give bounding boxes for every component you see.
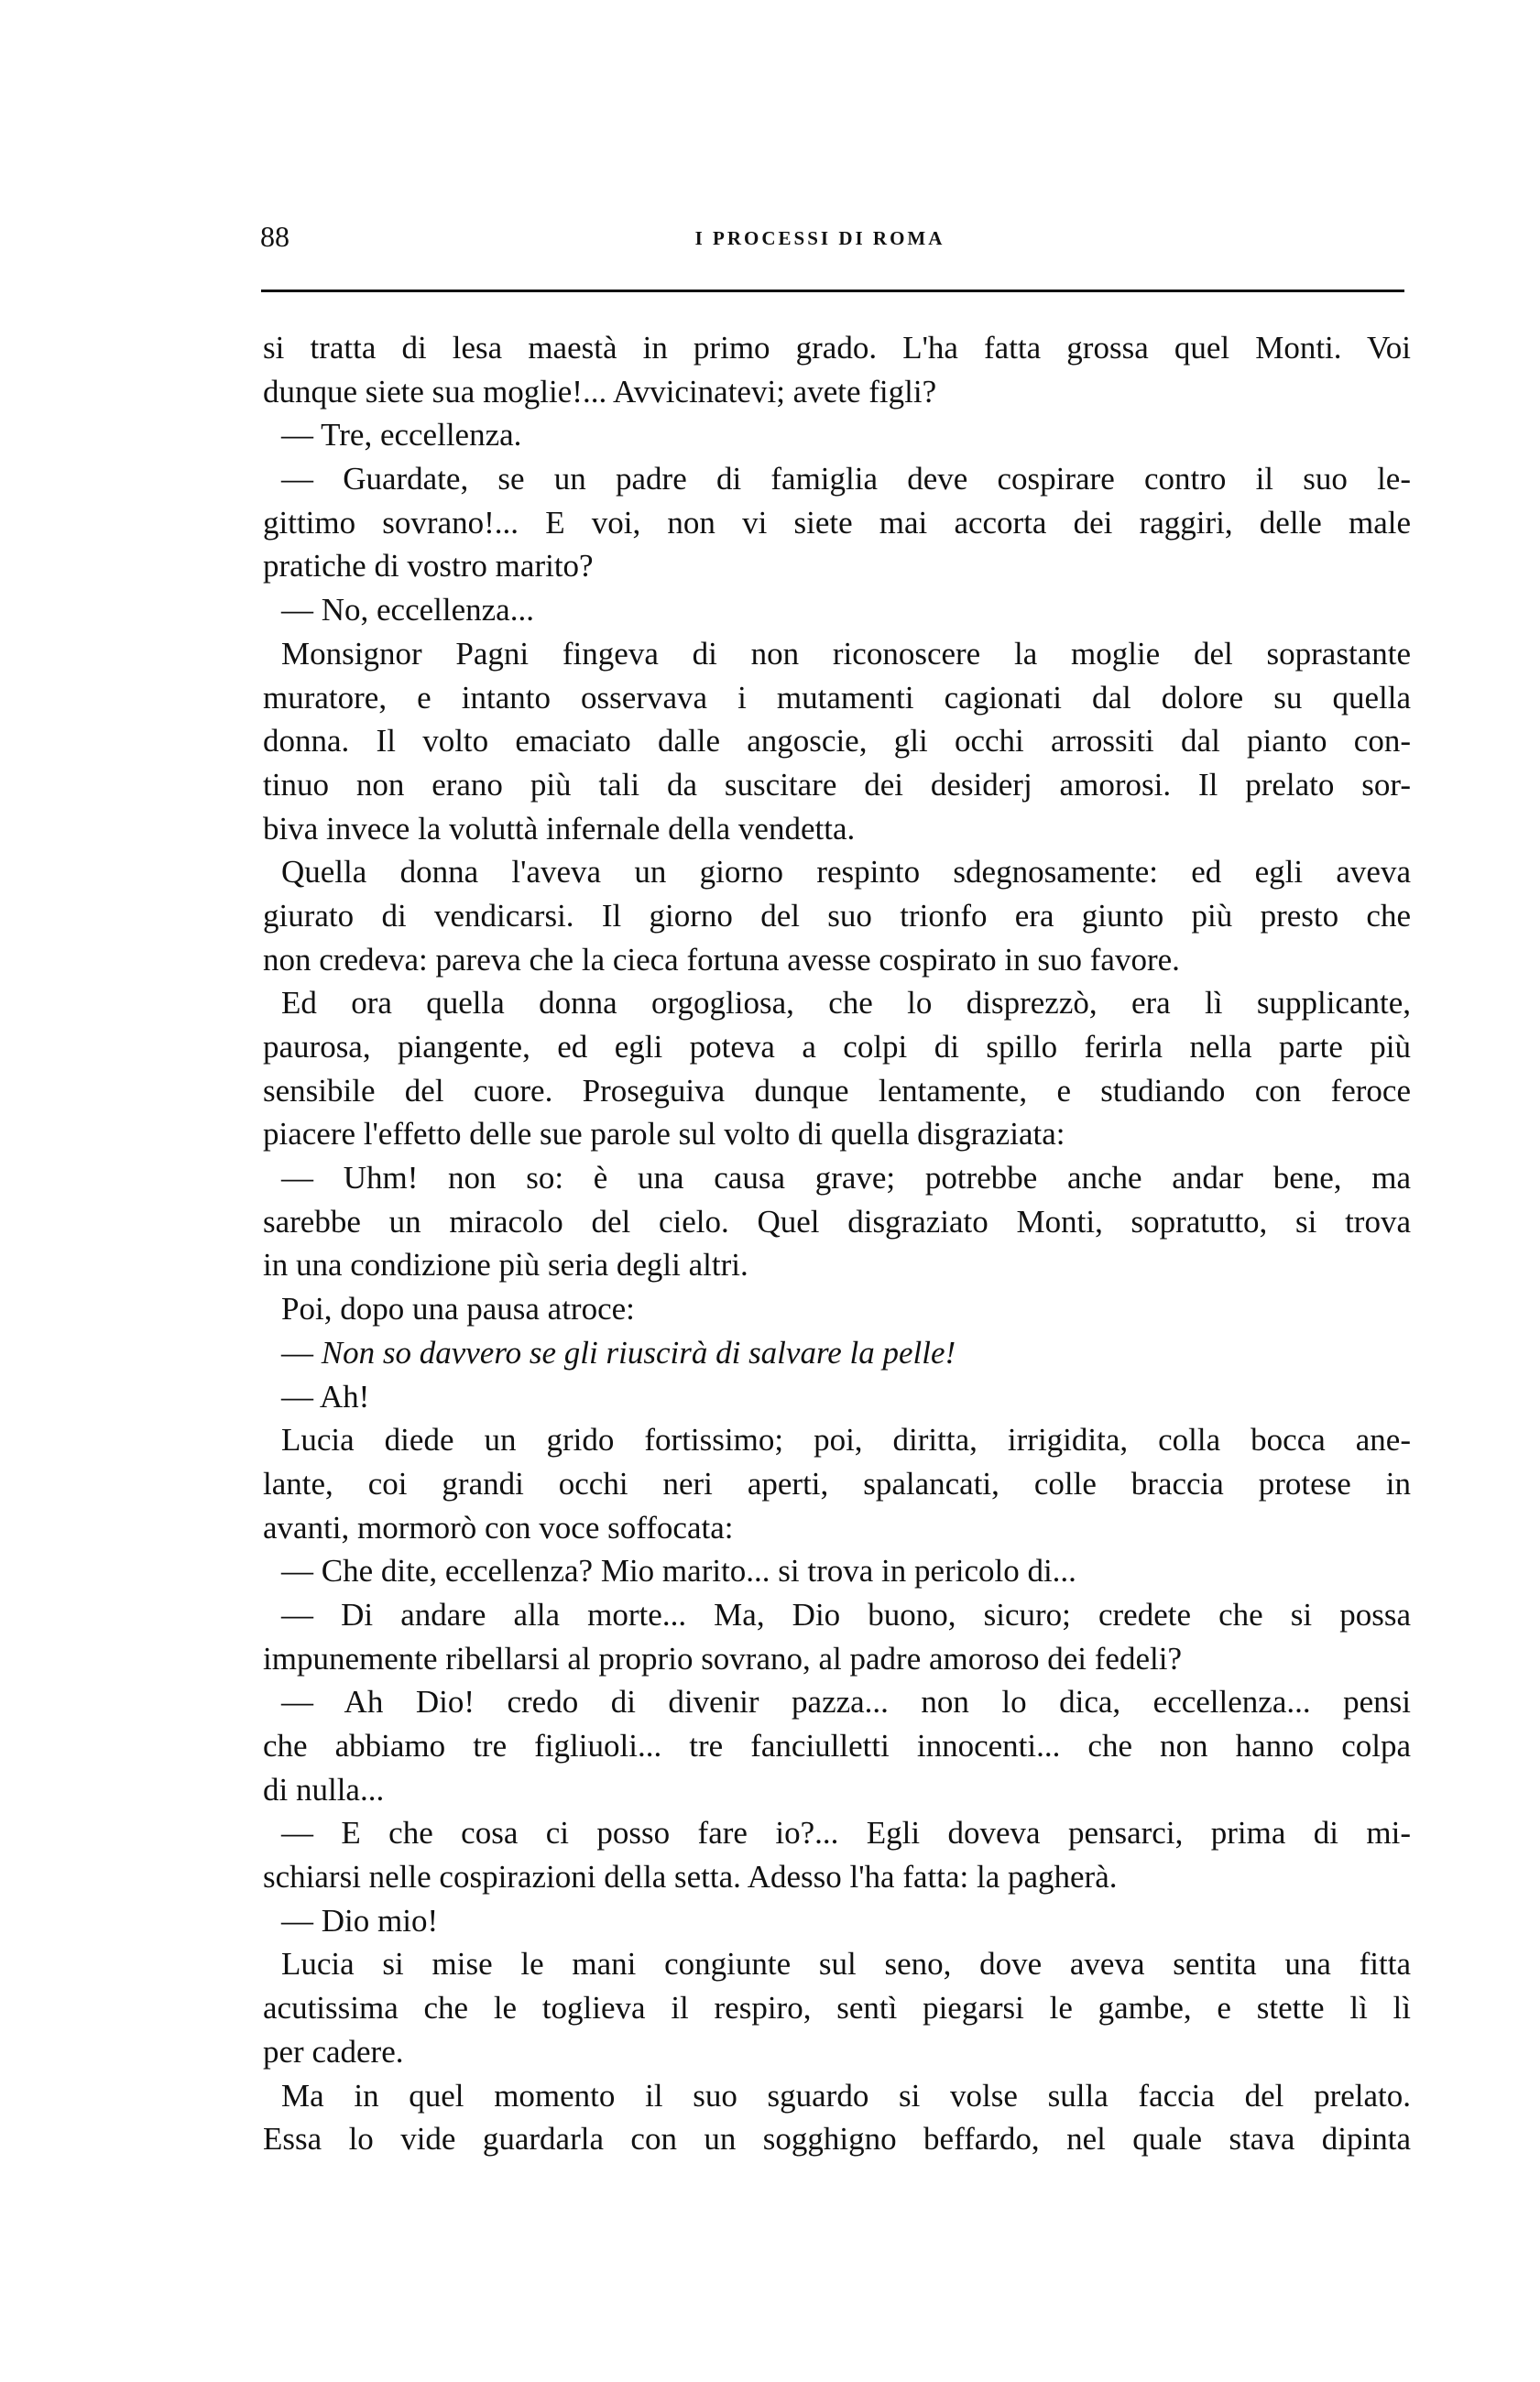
text-line	[263, 2117, 1411, 2161]
text-line-content: che abbiamo tre figliuoli... tre fanciulletti innocenti... che non hanno colpa	[263, 1728, 1411, 1764]
text-line	[263, 1418, 1411, 1462]
text-line	[263, 1593, 1411, 1637]
text-line-content: — Guardate, se un padre di famiglia deve cospirare contro il suo le-	[281, 461, 1411, 497]
text-line-content: piacere l'effetto delle sue parole sul volto di quella disgraziata:	[263, 1116, 1065, 1153]
text-line	[263, 1986, 1411, 2030]
text-line-content: Poi, dopo una pausa atroce:	[281, 1291, 635, 1328]
text-line	[263, 676, 1411, 720]
text-line	[263, 1331, 1411, 1375]
text-line	[263, 807, 1411, 851]
text-line	[263, 894, 1411, 938]
text-line-content: — Di andare alla morte... Ma, Dio buono, sicuro; credete che si possa	[281, 1596, 1411, 1633]
text-line-content: per cadere.	[263, 2033, 404, 2070]
text-line-content: Lucia diede un grido fortissimo; poi, diritta, irrigidita, colla bocca ane-	[281, 1422, 1411, 1459]
text-line-content: —	[281, 1334, 322, 1371]
text-line-content: Essa lo vide guardarla con un sogghigno beffardo, nel quale stava dipinta	[263, 2121, 1411, 2158]
text-line-content: muratore, e intanto osservava i mutamenti cagionati dal dolore su quella	[263, 679, 1411, 716]
text-line	[263, 2030, 1411, 2074]
text-line-content: Quella donna l'aveva un giorno respinto sdegnosamente: ed egli aveva	[281, 854, 1411, 891]
text-line	[263, 1243, 1411, 1287]
text-line	[263, 1200, 1411, 1244]
text-line	[263, 1462, 1411, 1506]
text-line-content: — No, eccellenza...	[281, 592, 534, 628]
text-line	[263, 1680, 1411, 1724]
text-line	[263, 1506, 1411, 1550]
text-line-content: — E che cosa ci posso fare io?... Egli doveva pensarci, prima di mi-	[281, 1815, 1411, 1852]
running-title: I PROCESSI DI ROMA	[694, 227, 945, 249]
text-line-content: avanti, mormorò con voce soffocata:	[263, 1509, 734, 1546]
text-line-content: Lucia si mise le mani congiunte sul seno, dove aveva sentita una fitta	[281, 1946, 1411, 1983]
text-line-content: acutissima che le toglieva il respiro, sentì piegarsi le gambe, e stette lì lì	[263, 1990, 1411, 2027]
text-line-content: si tratta di lesa maestà in primo grado. L'ha fatta grossa quel Monti. Voi	[263, 330, 1411, 366]
text-line-content: dunque siete sua moglie!... Avvicinatevi; avete figli?	[263, 373, 937, 410]
text-line	[263, 457, 1411, 501]
text-line	[263, 1637, 1411, 1681]
text-line-content: Monsignor Pagni fingeva di non riconoscere la moglie del soprastante	[281, 635, 1411, 672]
text-line	[263, 1768, 1411, 1812]
text-line	[263, 588, 1411, 632]
text-line-content: non credeva: pareva che la cieca fortuna avesse cospirato in suo favore.	[263, 941, 1180, 978]
text-line-content: sarebbe un miracolo del cielo. Quel disgraziato Monti, sopratutto, si trova	[263, 1203, 1411, 1240]
text-line	[263, 1549, 1411, 1593]
page-number: 88	[260, 220, 289, 253]
text-line-content: lante, coi grandi occhi neri aperti, spalancati, colle braccia protese in	[263, 1465, 1411, 1502]
text-line	[263, 1025, 1411, 1069]
text-line	[263, 632, 1411, 676]
text-line-content: — Ah Dio! credo di divenir pazza... non lo dica, eccellenza... pensi	[281, 1684, 1411, 1721]
text-line	[263, 850, 1411, 894]
text-line-content: — Dio mio!	[281, 1902, 439, 1939]
italic-text: Non so davvero se gli riuscirà di salvare la pelle!	[321, 1334, 956, 1371]
text-line-content: donna. Il volto emaciato dalle angoscie, gli occhi arrossiti dal pianto con-	[263, 723, 1411, 759]
text-line	[263, 1375, 1411, 1419]
text-line-content: — Tre, eccellenza.	[281, 417, 522, 453]
text-line-content: — Che dite, eccellenza? Mio marito... si trova in pericolo di...	[281, 1553, 1076, 1590]
text-line-content: — Uhm! non so: è una causa grave; potrebbe anche andar bene, ma	[281, 1160, 1411, 1196]
text-line	[263, 1811, 1411, 1855]
text-line	[263, 1855, 1411, 1899]
text-line	[263, 1942, 1411, 1986]
body-text	[263, 326, 1411, 2161]
text-line-content: di nulla...	[263, 1771, 385, 1808]
text-line	[263, 1156, 1411, 1200]
text-line-content: Ma in quel momento il suo sguardo si volse sulla faccia del prelato.	[281, 2077, 1411, 2114]
text-line	[263, 370, 1411, 414]
text-line-content: biva invece la voluttà infernale della vendetta.	[263, 810, 856, 847]
text-line-content: — Ah!	[281, 1378, 370, 1415]
text-line-content: giurato di vendicarsi. Il giorno del suo trionfo era giunto più presto che	[263, 897, 1411, 934]
text-line	[263, 1899, 1411, 1943]
text-line	[263, 719, 1411, 763]
text-line	[263, 1724, 1411, 1768]
text-line-content: pratiche di vostro marito?	[263, 548, 594, 585]
text-line-content: impunemente ribellarsi al proprio sovrano, al padre amoroso dei fedeli?	[263, 1640, 1182, 1677]
text-line-content: paurosa, piangente, ed egli poteva a colpi di spillo ferirla nella parte più	[263, 1029, 1411, 1065]
text-line	[263, 938, 1411, 982]
text-line	[263, 326, 1411, 370]
text-line	[263, 981, 1411, 1025]
text-line	[263, 544, 1411, 588]
text-line	[263, 1287, 1411, 1331]
text-line	[263, 413, 1411, 457]
text-line-content: sensibile del cuore. Proseguiva dunque lentamente, e studiando con feroce	[263, 1072, 1411, 1109]
header-rule	[261, 290, 1404, 292]
text-line-content: gittimo sovrano!... E voi, non vi siete mai accorta dei raggiri, delle male	[263, 504, 1411, 541]
text-line-content: Ed ora quella donna orgogliosa, che lo disprezzò, era lì supplicante,	[281, 985, 1411, 1022]
text-line-content: schiarsi nelle cospirazioni della setta. Adesso l'ha fatta: la pagherà.	[263, 1859, 1118, 1896]
text-line-content: tinuo non erano più tali da suscitare dei desiderj amorosi. Il prelato sor-	[263, 766, 1411, 803]
text-line	[263, 1069, 1411, 1113]
text-line-content: in una condizione più seria degli altri.	[263, 1247, 748, 1284]
text-line	[263, 1112, 1411, 1156]
text-line	[263, 501, 1411, 545]
text-line	[263, 763, 1411, 807]
text-line	[263, 2074, 1411, 2118]
